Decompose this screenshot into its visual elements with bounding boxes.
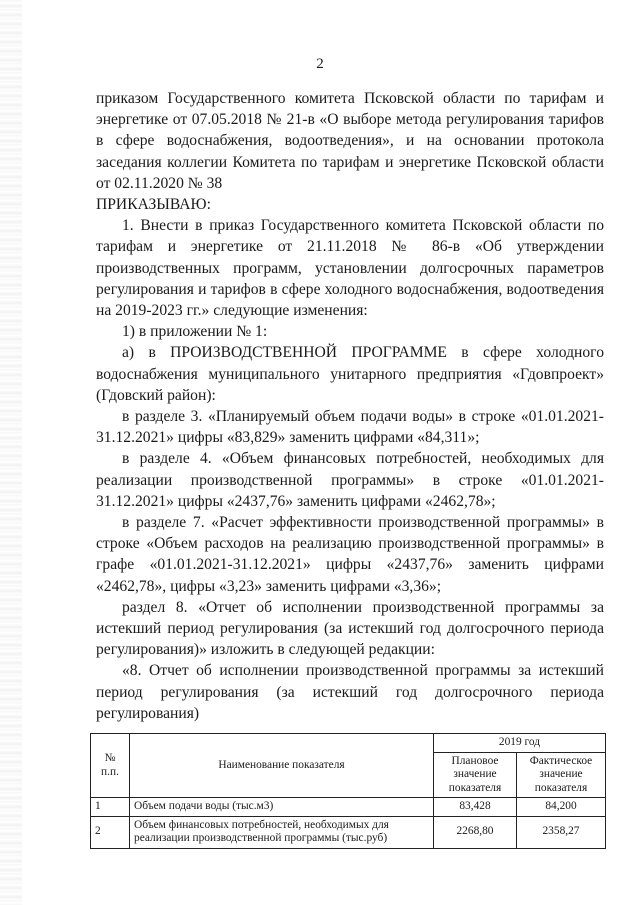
scan-edge-artifact [0,0,22,905]
header-year: 2019 год [434,734,606,753]
paragraph-item-1: 1. Внести в приказ Государственного комитета Псковской области по тарифам и энергетике от 21.11.2018 № 86-в «Об утверждении производственных программ, установлении долгосрочных параметров регулирования и тарифов в сфере холодного водоснабжения, водоотведения на 2019-2023 гг.» следующие изменения: [96,217,604,320]
paragraph-report-title: «8. Отчет об исполнении производственной программы за истекший период регулирования (за истекший год долгосрочного периода регулирования) [96,662,604,722]
paragraph-program: а) в ПРОИЗВОДСТВЕННОЙ ПРОГРАММЕ в сфере холодного водоснабжения муниципального унитарного предприятия «Гдовпроект» (Гдовский район): [96,344,604,404]
paragraph-section-8: раздел 8. «Отчет об исполнении производственной программы за истекший период регулирования (за истекший год долгосрочного периода регулирования)» изложить в следующей редакции: [96,598,604,659]
paragraph-section-4: в разделе 4. «Объем финансовых потребностей, необходимых для реализации производственной программы» в строке «01.01.2021-31.12.2021» цифры «2437,76» заменить цифрами «2462,78»; [96,450,604,510]
header-name: Наименование показателя [130,734,434,798]
order-heading: ПРИКАЗЫВАЮ: [96,196,211,214]
row-plan: 2268,80 [434,816,517,848]
table-row [91,798,606,817]
document-body [96,88,604,724]
table-header-row [91,734,606,753]
header-num: № п.п. [91,734,130,798]
row-num: 1 [91,798,130,817]
row-name: Объем подачи воды (тыс.м3) [130,798,434,817]
paragraph-appendix: 1) в приложении № 1: [122,323,268,341]
paragraph-section-7: в разделе 7. «Расчет эффективности производственной программы» в строке «Объем расходов на реализацию производственной программы» в графе «01.01.2021-31.12.2021» цифры «2437,76» заменить цифрами «2462,78», цифры «3,23» заменить цифрами «3,36»; [96,514,604,595]
table-row [91,816,606,848]
page-number: 2 [316,56,324,72]
report-table [90,733,606,849]
row-name: Объем финансовых потребностей, необходимых для реализации производственной программы (тыс.руб) [130,816,434,848]
row-num: 2 [91,816,130,848]
row-fact: 84,200 [517,798,606,817]
row-fact: 2358,27 [517,816,606,848]
header-plan: Плановое значение показателя [434,752,517,798]
row-plan: 83,428 [434,798,517,817]
paragraph-basis: приказом Государственного комитета Псковской области по тарифам и энергетике от 07.05.2018 № 21-в «О выборе метода регулирования тарифов в сфере водоснабжения, водоотведения», и на основании протокола заседания коллегии Комитета по тарифам и энергетике Псковской области от 02.11.2020 № 38 [96,90,604,192]
header-fact: Фактическое значение показателя [517,752,606,798]
paragraph-section-3: в разделе 3. «Планируемый объем подачи воды» в строке «01.01.2021-31.12.2021» цифры «83,829» заменить цифрами «84,311»; [96,408,604,447]
